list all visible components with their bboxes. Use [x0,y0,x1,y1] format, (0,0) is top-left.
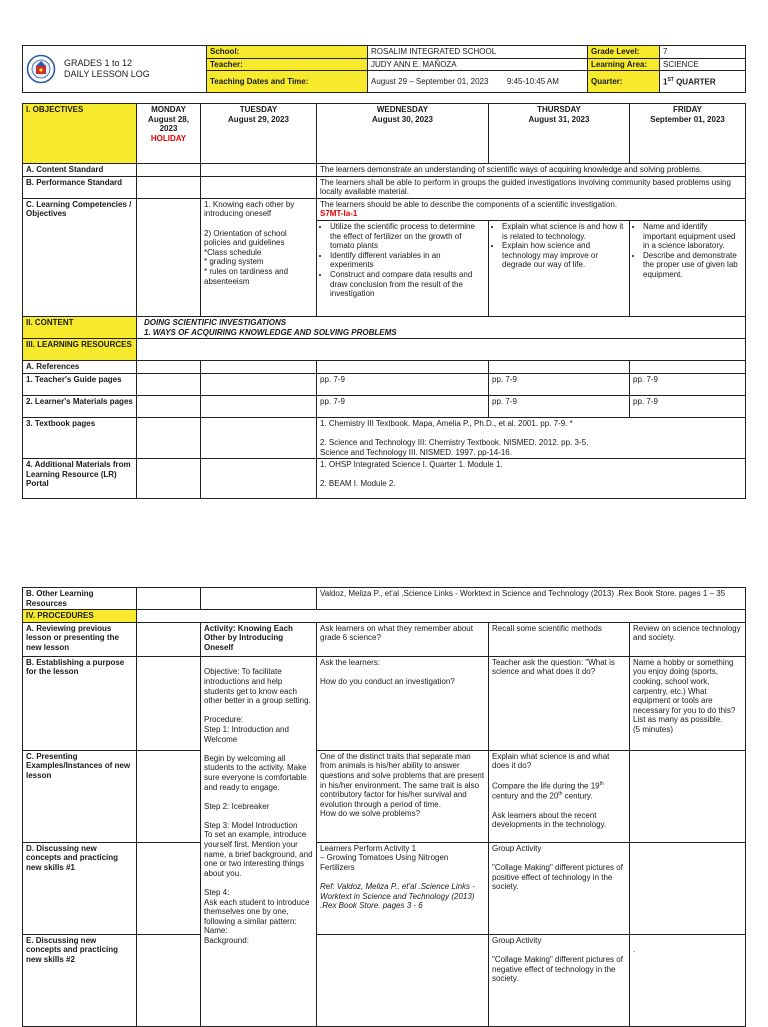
fri-objectives [630,220,746,316]
objective-bullet: • Explain how science and technology may improve or degrade our way of life. [502,241,626,270]
content-standard-text: The learners demonstrate an understanding of scientific ways of acquiring knowledge and solving problems. [317,164,746,177]
performance-standard-text: The learners shall be able to perform in groups the guided investigations involving community based problems using locally available material. [317,176,746,198]
header-table [22,45,746,93]
teacher-label: Teacher: [207,58,368,71]
thu-objectives [489,220,630,316]
competencies-label: C. Learning Competencies / Objectives [23,198,137,316]
day-thursday: THURSDAY August 31, 2023 [489,104,630,164]
purpose-thu: Teacher ask the question: "What is science and what does it do? [489,656,630,750]
presenting-wed: One of the distinct traits that separate man from animals is his/her ability to answer questions and solve problems that are present in his/her environment. The same trait is also contributory factor for his/her survival and evolution through a period of time. How do we solve problems? [317,750,489,842]
presenting-label: C. Presenting Examples/Instances of new lesson [23,750,137,842]
lm-pages-thu: pp. 7-9 [489,395,630,417]
area-label: Learning Area: [588,58,660,71]
discussing-1-label: D. Discussing new concepts and practicing new skills #1 [23,842,137,934]
school-value: ROSALIM INTEGRATED SCHOOL [368,46,588,59]
tg-pages-thu: pp. 7-9 [489,373,630,395]
textbook-label: 3. Textbook pages [23,417,137,458]
lm-pages-wed: pp. 7-9 [317,395,489,417]
header-title-line1: GRADES 1 to 12 [64,58,133,69]
day-monday: MONDAY August 28, 2023 HOLIDAY [137,104,201,164]
holiday-label: HOLIDAY [150,133,187,143]
performance-standard-label: B. Performance Standard [23,176,137,198]
other-resources-label: B. Other Learning Resources [23,588,137,610]
reviewing-thu: Recall some scientific methods [489,622,630,656]
activity-reference: Ref: Valdoz, Meliza P., et'al .Science Links - Worktext in Science and Technology (2013) .Rex Book Store. pages 3 - 6 [320,882,475,911]
lesson-table-page1 [22,103,746,499]
procedures-heading: IV. PROCEDURES [23,610,137,623]
teachers-guide-label: 1. Teacher's Guide pages [23,373,137,395]
dates-label: Teaching Dates and Time: [207,71,368,93]
dates-value: August 29 – September 01, 2023 [371,76,489,86]
quarter-value: 1ST QUARTER [660,71,746,93]
competency-header [317,198,746,220]
day-friday: FRIDAY September 01, 2023 [630,104,746,164]
objective-bullet: • Identify different variables in an experiments [330,251,485,270]
tg-pages-wed: pp. 7-9 [317,373,489,395]
lesson-table-page2 [22,587,746,1027]
day-wednesday: WEDNESDAY August 30, 2023 [317,104,489,164]
objective-bullet: • Construct and compare data results and draw conclusion from the result of the investigation [330,270,485,299]
additional-materials-label: 4. Additional Materials from Learning Resource (LR) Portal [23,459,137,499]
purpose-wed: Ask the learners: How do you conduct an investigation? [317,656,489,750]
reviewing-wed: Ask learners on what they remember about grade 6 science? [317,622,489,656]
area-value: SCIENCE [660,58,746,71]
tue-activity-steps: Objective: To facilitate introductions and help students get to know each other better in a group setting. Procedure: Step 1: Introduction and Welcome Begin by welcoming all students to the activity. Make sure everyone is comfortable and ready to engage. Step 2: Icebreaker Step 3: Model Introduction To set an example, introduce yourself first. Mention your name, a brief background, and one or two interesting things about you. Step 4: Ask each student to introduce themselves one by one, following a similar pattern: Name: Background: [201,656,317,1026]
grade-value: 7 [660,46,746,59]
wed-objectives [317,220,489,316]
time-value: 9:45-10:45 AM [506,76,559,86]
objectives-heading: I. OBJECTIVES [23,104,137,164]
learners-materials-label: 2. Learner's Materials pages [23,395,137,417]
header-title-cell [23,46,207,93]
day-tuesday: TUESDAY August 29, 2023 [201,104,317,164]
other-resources-text: Valdoz, Meliza P., et'al .Science Links - Worktext in Science and Technology (2013) .Rex Book Store. pages 1 – 35 [317,588,746,610]
additional-materials-text: 1. OHSP Integrated Science I. Quarter 1. Module 1. 2. BEAM I. Module 2. [317,459,746,499]
reviewing-fri: Review on science technology and society. [630,622,746,656]
lm-pages-fri: pp. 7-9 [630,395,746,417]
discussing-2-fri: . [630,934,746,1026]
content-heading: II. CONTENT [23,316,137,338]
tg-pages-fri: pp. 7-9 [630,373,746,395]
tue-competencies: 1. Knowing each other by introducing oneself 2) Orientation of school policies and guidelines *Class schedule * grading system * rules on tardiness and absenteeism [201,198,317,316]
teacher-value: JUDY ANN E. MAÑOZA [368,58,588,71]
resources-heading: III. LEARNING RESOURCES [23,339,137,361]
presenting-thu: Explain what science is and what does it do? Compare the life during the 19th century and the 20th century. Ask learners about the recent developments in the technology. [489,750,630,842]
content-standard-label: A. Content Standard [23,164,137,177]
discussing-1-thu: Group Activity "Collage Making" different pictures of positive effect of technology in the society. [489,842,630,934]
textbook-text: 1. Chemistry III Textbook. Mapa, Amelia P., Ph.D., et al. 2001. pp. 7-9. * 2. Science and Technology III: Chemistry Textbook. NISMED. 2012. pp. 3-5. Science and Technology III. NISMED. 1997. pp-14-16. [317,417,746,458]
discussing-2-label: E. Discussing new concepts and practicing new skills #2 [23,934,137,1026]
competency-statement: The learners should be able to describe the components of a scientific investigation. [320,199,618,209]
header-title-line2: DAILY LESSON LOG [64,69,150,80]
content-title: DOING SCIENTIFIC INVESTIGATIONS 1. WAYS OF ACQUIRING KNOWLEDGE AND SOLVING PROBLEMS [137,316,746,338]
objective-bullet: • Explain what science is and how it is related to technology. [502,222,626,241]
purpose-label: B. Establishing a purpose for the lesson [23,656,137,750]
school-label: School: [207,46,368,59]
references-label: A. References [23,361,137,374]
competency-code: S7MT-Ia-1 [320,209,358,219]
quarter-label: Quarter: [588,71,660,93]
reviewing-label: A. Reviewing previous lesson or presenting the new lesson [23,622,137,656]
grade-label: Grade Level: [588,46,660,59]
purpose-fri: Name a hobby or something you enjoy doing (sports, cooking, school work, carpentry, etc.) What equipment or tools are necessary for you to do this? List as many as possible. (5 minutes) [630,656,746,750]
discussing-1-wed: Learners Perform Activity 1 – Growing Tomatoes Using Nitrogen Fertilizers Ref: Valdoz, Meliza P., et'al .Science Links - Worktext in Science and Technology (2013) .Rex Book Store. pages 3 - 6 [317,842,489,934]
deped-seal-icon [26,54,56,84]
dates-cell [368,71,588,93]
objective-bullet: • Utilize the scientific process to determine the effect of fertilizer on the growth of tomato plants [330,222,485,251]
objective-bullet: • Name and identify important equipment used in a science laboratory. [643,222,742,251]
discussing-2-thu: Group Activity "Collage Making" different pictures of negative effect of technology in the society. [489,934,630,1026]
objective-bullet: • Describe and demonstrate the proper use of given lab equipment. [643,251,742,280]
tue-activity-title: Activity: Knowing Each Other by Introducing Oneself [201,622,317,656]
